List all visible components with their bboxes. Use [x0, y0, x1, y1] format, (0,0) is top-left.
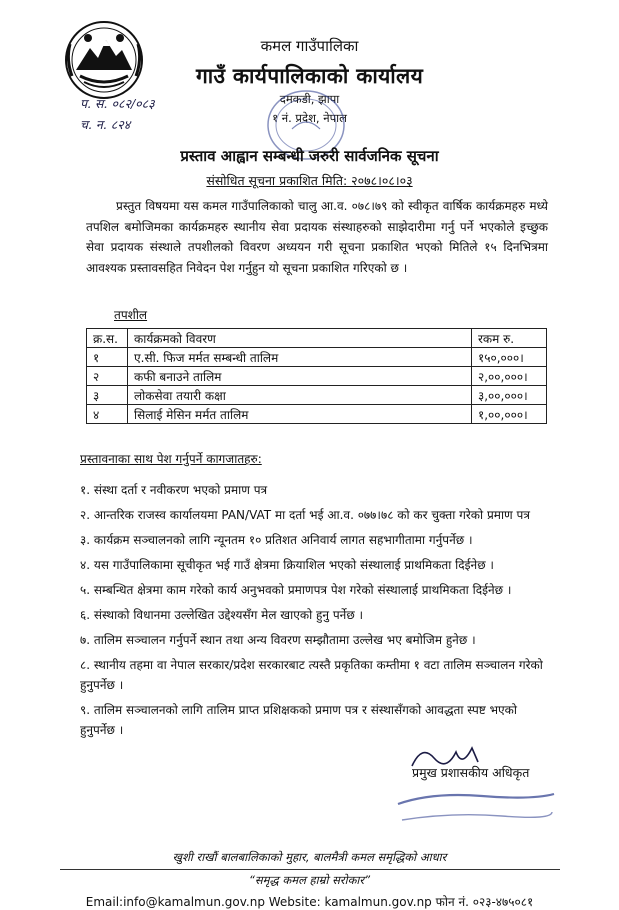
address-line-1: दमकडी, झापा	[279, 92, 340, 106]
list-item: १. संस्था दर्ता र नवीकरण भएको प्रमाण पत्र	[80, 483, 268, 497]
header-program: कार्यक्रमको विवरण	[128, 329, 472, 348]
official-signature-stamp-icon	[392, 786, 560, 830]
required-documents-list	[80, 480, 555, 745]
revised-publication-date: संसोधित सूचना प्रकाशित मिति: २०७८।०८।०३	[206, 173, 413, 188]
list-item: २. आन्तरिक राजस्व कार्यालयमा PAN/VAT मा दर्ता भई आ.व. ०७७।७८ को कर चुक्ता गरेको प्रमाण पत्र	[80, 508, 530, 522]
dispatch-number: च. न. ८२४	[80, 117, 131, 132]
row-program: सिलाई मेसिन मर्मत तालिम	[128, 405, 472, 424]
row-serial: १	[87, 348, 128, 367]
row-program: कफी बनाउने तालिम	[128, 367, 472, 386]
table-row	[87, 348, 547, 367]
footer-divider	[60, 869, 560, 870]
reference-number: प. स. ०८२/०८३	[80, 96, 155, 111]
required-documents-heading: प्रस्तावनाका साथ पेश गर्नुपर्ने कागजातहरु:	[80, 452, 262, 466]
table-header-row	[87, 329, 547, 348]
address-line-2: १ नं. प्रदेश, नेपाल	[272, 111, 347, 125]
list-item: ६. संस्थाको विधानमा उल्लेखित उद्देश्यसँग मेल खाएको हुनु पर्नेछ ।	[80, 608, 364, 622]
list-item: ८. स्थानीय तहमा वा नेपाल सरकार/प्रदेश सरकारबाट त्यस्तै प्रकृतिका कम्तीमा १ वटा तालिम सञ्चालन गरेको हुनुपर्नेछ ।	[80, 658, 543, 692]
header-serial: क्र.स.	[87, 329, 128, 348]
notice-title: प्रस्ताव आह्वान सम्बन्धी जरुरी सार्वजनिक सूचना	[180, 147, 439, 165]
table-row	[87, 367, 547, 386]
signer-title: प्रमुख प्रशासकीय अधिकृत	[412, 765, 530, 780]
row-serial: ३	[87, 386, 128, 405]
table-row	[87, 405, 547, 424]
list-item: ५. सम्बन्धित क्षेत्रमा काम गरेको कार्य अनुभवको प्रमाणपत्र पेश गरेको संस्थालाई प्राथमिकता दिईनेछ ।	[80, 583, 512, 597]
footer-contact: Email:info@kamalmun.gov.np Website: kamalmun.gov.np फोन नं. ०२३-४७५०८१	[85, 895, 534, 909]
footer-motto: “समृद्ध कमल हाम्रो सरोकार”	[248, 873, 371, 887]
list-item: ४. यस गाउँपालिकामा सूचीकृत भई गाउँ क्षेत्रमा क्रियाशिल भएको संस्थालाई प्राथमिकता दिईनेछ ।	[80, 558, 494, 572]
schedule-label: तपशील	[114, 308, 148, 322]
programs-table	[86, 328, 547, 424]
list-item: ९. तालिम सञ्चालनको लागि तालिम प्राप्त प्रशिक्षकको प्रमाण पत्र र संस्थासँगको आवद्धता स्पष्ट भएको हुनुपर्नेछ ।	[80, 703, 518, 737]
row-amount: २,००,०००।	[472, 367, 547, 386]
row-amount: १५०,०००।	[472, 348, 547, 367]
list-item: ३. कार्यक्रम सञ्चालनको लागि न्यूनतम १० प्रतिशत अनिवार्य लागत सहभागीतामा गर्नुपर्नेछ ।	[80, 533, 473, 547]
row-program: लोकसेवा तयारी कक्षा	[128, 386, 472, 405]
list-item: ७. तालिम सञ्चालन गर्नुपर्ने स्थान तथा अन्य विवरण सम्झौतामा उल्लेख भए बमोजिम हुनेछ ।	[80, 633, 476, 647]
header-amount: रकम रु.	[472, 329, 547, 348]
notice-body-paragraph: प्रस्तुत विषयमा यस कमल गाउँपालिकाको चालु आ.व. ०७८।७९ को स्वीकृत वार्षिक कार्यक्रमहरु मध्ये तपशिल बमोजिमका कार्यक्रमहरु स्थानीय सेवा प्रदायक संस्थाहरुको साझेदारीमा गर्नु पर्ने भएकोले इच्छुक सेवा प्रदायक संस्थाले तपशीलको विवरण अध्ययन गरी सूचना प्रकाशित भएको मितिले १५ दिनभित्रमा आवश्यक प्रस्तावसहित निवेदन पेश गर्नुहुन यो सूचना प्रकाशित गरिएको छ ।	[86, 199, 548, 275]
row-program: ए.सी. फिज मर्मत सम्बन्धी तालिम	[128, 348, 472, 367]
office-name: कमल गाउँपालिका	[260, 37, 359, 55]
row-amount: ३,००,०००।	[472, 386, 547, 405]
footer-slogan: खुशी राखौं बालबालिकाको मुहार, बालमैत्री कमल समृद्धिको आधार	[172, 850, 447, 864]
office-title: गाउँ कार्यपालिकाको कार्यालय	[195, 64, 424, 88]
row-serial: २	[87, 367, 128, 386]
row-amount: १,००,०००।	[472, 405, 547, 424]
table-row	[87, 386, 547, 405]
row-serial: ४	[87, 405, 128, 424]
